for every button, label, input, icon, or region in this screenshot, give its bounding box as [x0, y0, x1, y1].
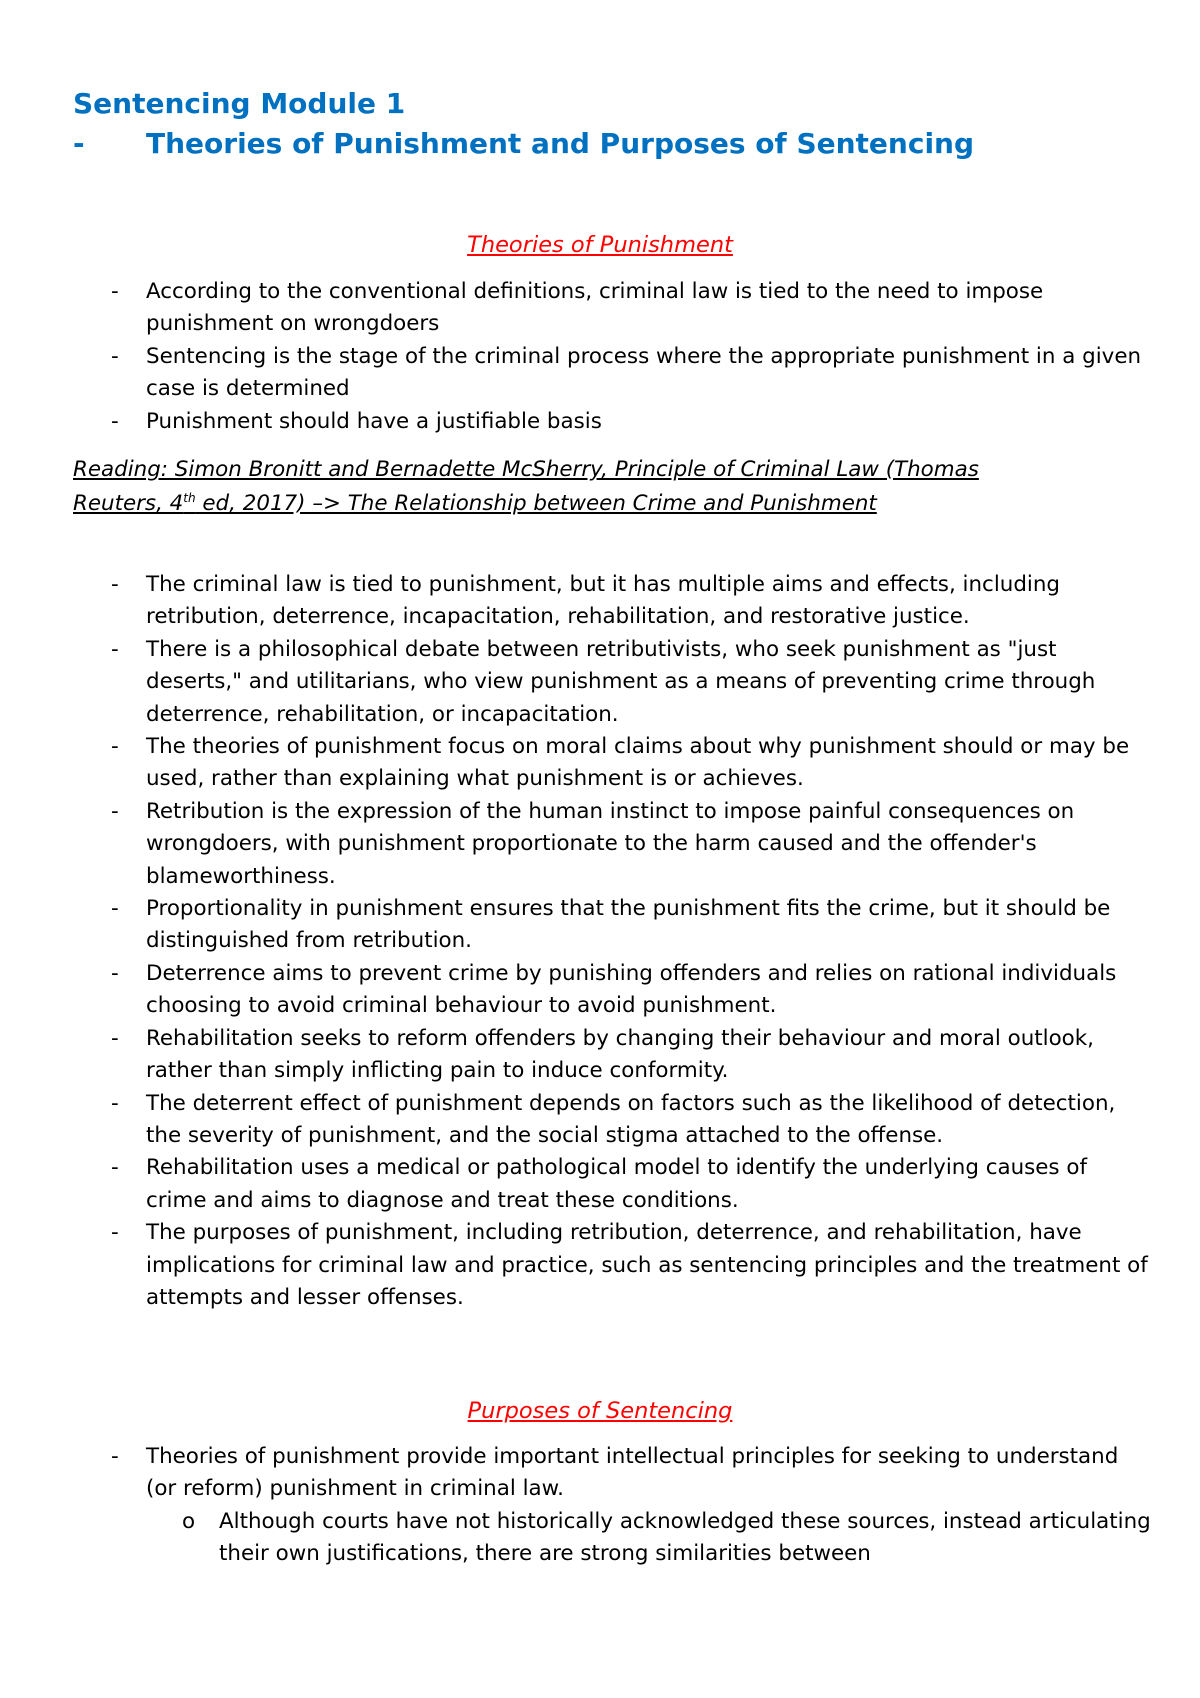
list-item: - The deterrent effect of punishment depends on factors such as the likelihood of detection, the severity of punishment, and the social stigma attached to the offense. — [73, 1088, 1153, 1153]
list-item: - Rehabilitation seeks to reform offenders by changing their behaviour and moral outlook, rather than simply inflicting pain to induce conformity. — [73, 1023, 1153, 1088]
reading-text-part2: ed, 2017) –> The Relationship between Crime and Punishment — [195, 491, 877, 516]
list-item: - Proportionality in punishment ensures that the punishment fits the crime, but it should be distinguished from retribution. — [73, 893, 1153, 958]
list-item: - The purposes of punishment, including retribution, deterrence, and rehabilitation, have implications for criminal law and practice, such as sentencing principles and the treatment of attempts and lesser offenses. — [73, 1217, 1153, 1314]
sub-bullet-list — [146, 1506, 1153, 1571]
list-item: - The theories of punishment focus on moral claims about why punishment should or may be used, rather than explaining what punishment is or achieves. — [73, 731, 1153, 796]
document-title: Sentencing Module 1 — [73, 87, 406, 120]
list-item: - The criminal law is tied to punishment, but it has multiple aims and effects, including retribution, deterrence, incapacitation, rehabilitation, and restorative justice. — [73, 569, 1153, 634]
list-item: - Retribution is the expression of the human instinct to impose painful consequences on wrongdoers, with punishment proportionate to the harm caused and the offender's blameworthiness. — [73, 796, 1153, 893]
theories-bullet-list — [73, 276, 1153, 438]
subtitle-text: Theories of Punishment and Purposes of Sentencing — [146, 127, 975, 160]
reading-reference — [73, 453, 1073, 521]
list-item: - According to the conventional definitions, criminal law is tied to the need to impose punishment on wrongdoers — [73, 276, 1153, 341]
purposes-bullet-list — [73, 1441, 1153, 1571]
list-item: - Sentencing is the stage of the criminal process where the appropriate punishment in a given case is determined — [73, 341, 1153, 406]
list-item — [73, 1441, 1153, 1571]
reading-superscript: th — [183, 490, 196, 505]
list-item: - Punishment should have a justifiable basis — [73, 406, 1153, 438]
reading-bullet-list — [73, 569, 1153, 1314]
document-subtitle — [73, 124, 974, 164]
list-item: - Rehabilitation uses a medical or pathological model to identify the underlying causes of crime and aims to diagnose and treat these conditions. — [73, 1152, 1153, 1217]
subtitle-dash: - — [73, 127, 85, 160]
reading-text-part1: Reading: Simon Bronitt and Bernadette McSherry, Principle of Criminal Law (Thomas Reuters, 4 — [73, 457, 979, 516]
sub-list-item: o Although courts have not historically acknowledged these sources, instead articulating their own justifications, there are strong similarities between — [146, 1506, 1153, 1571]
list-item: - Deterrence aims to prevent crime by punishing offenders and relies on rational individuals choosing to avoid criminal behaviour to avoid punishment. — [73, 958, 1153, 1023]
list-item: - There is a philosophical debate between retributivists, who seek punishment as "just deserts," and utilitarians, who view punishment as a means of preventing crime through deterrence, rehabilitation, or incapacitation. — [73, 634, 1153, 731]
section-heading-theories: Theories of Punishment — [467, 232, 733, 258]
list-item-text: Theories of punishment provide important intellectual principles for seeking to understand (or reform) punishment in criminal law. — [146, 1444, 1119, 1502]
section-heading-purposes: Purposes of Sentencing — [467, 1398, 733, 1424]
